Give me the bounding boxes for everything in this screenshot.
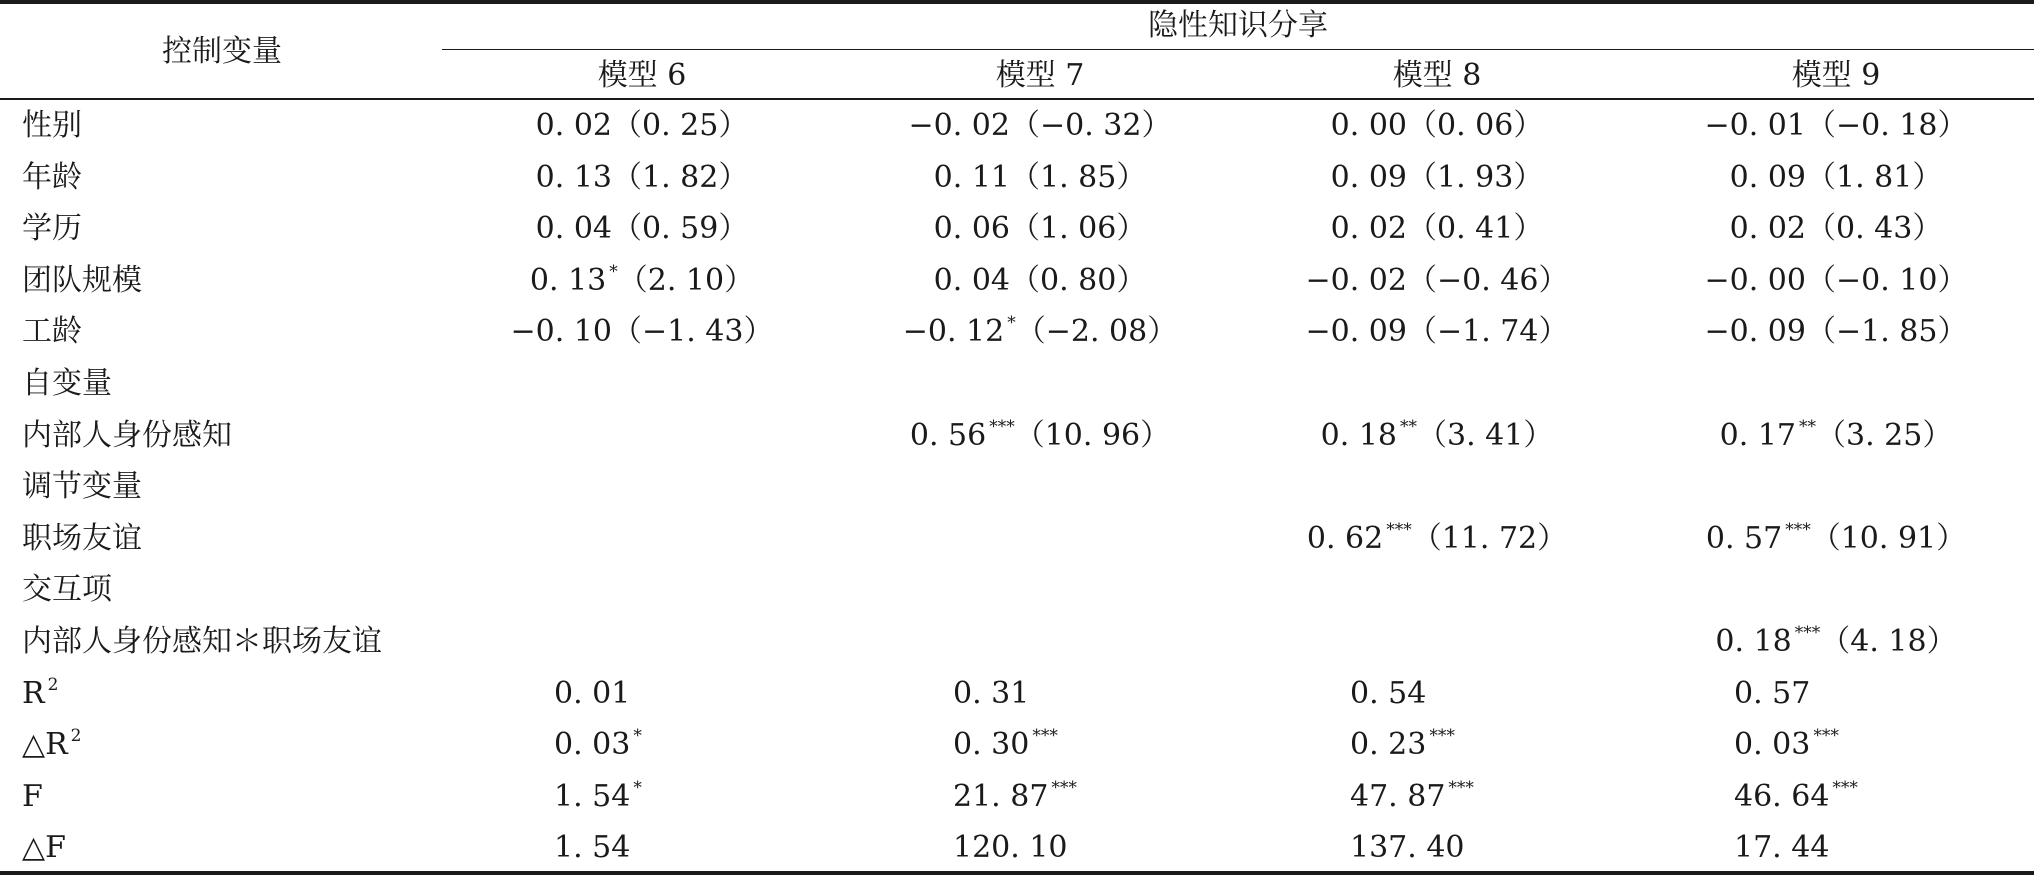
stat-label [22,676,58,712]
significance-stars: * [633,726,642,746]
coef-cell [934,160,1147,196]
row-label: 年龄 [22,160,82,195]
coef-value: 0. 09 [1330,160,1407,195]
coef-cell [934,211,1147,247]
stat-value: 17. 44 [1734,830,1830,865]
t-value: （1. 06） [1010,211,1147,246]
stat-label-text: △R [22,727,68,762]
row-label: 工龄 [22,314,82,349]
coef-value: −0. 12 [902,314,1005,349]
table-top-rule [0,0,2034,4]
coef-value: 0. 00 [1330,108,1407,143]
coef-cell [910,418,1170,454]
stat-cell [1734,727,1839,763]
table-bottom-rule [0,871,2034,875]
coef-value: 0. 04 [933,263,1010,298]
t-value: （10. 96） [1014,418,1171,453]
stat-label-superscript: 2 [47,675,59,695]
t-value: （−2. 08） [1015,314,1178,349]
row-label: 内部人身份感知 [22,418,232,453]
model-header-6: 模型 6 [597,58,687,93]
significance-stars: *** [989,417,1015,437]
coef-cell [536,211,749,247]
t-value: （2. 10） [617,263,755,298]
coef-cell [511,314,774,350]
t-value: （−0. 10） [1806,263,1968,298]
t-value: （0. 43） [1806,211,1943,246]
stat-cell [554,779,642,815]
t-value: （1. 85） [1010,160,1147,195]
row-label: 职场友谊 [22,521,142,556]
stat-value: 0. 01 [554,676,631,711]
t-value: （1. 93） [1407,160,1544,195]
stat-cell [1350,676,1426,712]
significance-stars: *** [1429,726,1455,746]
stat-value: 137. 40 [1350,830,1465,865]
coef-value: −0. 00 [1704,263,1806,298]
significance-stars: *** [1785,520,1811,540]
row-label: 性别 [22,108,82,143]
significance-stars: * [609,262,618,282]
t-value: （10. 91） [1810,521,1967,556]
row-label: 自变量 [22,366,112,401]
coef-cell [530,263,754,299]
coef-value: −0. 02 [908,108,1010,143]
coef-value: −0. 10 [510,314,612,349]
coef-value: 0. 57 [1705,521,1783,556]
significance-stars: *** [1032,726,1058,746]
row-label: 团队规模 [22,263,142,298]
significance-stars: ** [1400,417,1417,437]
stat-cell [554,676,630,712]
stat-value: 0. 31 [953,676,1030,711]
coef-cell [1331,211,1544,247]
coef-cell [1321,418,1554,454]
significance-stars: *** [1832,778,1858,798]
coef-cell [1306,263,1569,299]
coef-cell [1705,263,1968,299]
coef-cell [903,314,1177,350]
stat-value: 0. 03 [554,727,631,762]
stat-cell [953,676,1029,712]
stat-value: 1. 54 [554,779,631,814]
t-value: （11. 72） [1411,521,1568,556]
coef-cell [1331,160,1544,196]
stat-label [22,830,66,866]
coef-cell [1730,211,1943,247]
significance-stars: *** [1794,623,1821,643]
significance-stars: *** [1386,520,1412,540]
stub-header: 控制变量 [162,34,282,69]
significance-stars: *** [1448,778,1474,798]
t-value: （0. 80） [1010,263,1147,298]
t-value: （3. 41） [1417,418,1554,453]
coef-cell [1331,108,1544,144]
stat-cell [953,727,1058,763]
significance-stars: * [633,778,642,798]
coef-value: 0. 02 [1729,211,1806,246]
coef-value: 0. 18 [1715,624,1792,659]
stat-cell [554,727,642,763]
t-value: （1. 82） [612,160,749,195]
stat-cell [1350,779,1474,815]
stat-value: 0. 57 [1734,676,1811,711]
coef-value: −0. 01 [1704,108,1806,143]
coef-value: 0. 17 [1719,418,1796,453]
coef-cell [536,108,749,144]
stat-label [22,779,43,815]
coef-value: 0. 09 [1729,160,1806,195]
stat-value: 1. 54 [554,830,631,865]
t-value: （−1. 43） [612,314,774,349]
coef-cell [1705,314,1968,350]
significance-stars: *** [1813,726,1839,746]
t-value: （0. 59） [612,211,749,246]
coef-value: 0. 11 [933,160,1010,195]
coef-value: 0. 04 [535,211,612,246]
stat-value: 0. 23 [1350,727,1427,762]
stat-value: 47. 87 [1350,779,1446,814]
stat-value: 21. 87 [953,779,1049,814]
stat-cell [953,830,1068,866]
coef-value: 0. 18 [1320,418,1397,453]
model-header-8: 模型 8 [1392,58,1482,93]
t-value: （−0. 18） [1806,108,1968,143]
row-label: 内部人身份感知＊职场友谊 [22,624,382,659]
stat-value: 46. 64 [1734,779,1830,814]
row-label: 学历 [22,211,82,246]
t-value: （4. 18） [1820,624,1957,659]
coef-value: 0. 13 [535,160,612,195]
coef-value: −0. 09 [1704,314,1806,349]
t-value: （−0. 32） [1010,108,1172,143]
group-header-underline [442,49,2034,50]
coef-cell [536,160,749,196]
model-header-7: 模型 7 [995,58,1085,93]
coef-value: −0. 02 [1305,263,1407,298]
stat-cell [953,779,1077,815]
model-header-9: 模型 9 [1791,58,1881,93]
coef-cell [1705,108,1968,144]
coef-value: 0. 02 [535,108,612,143]
t-value: （1. 81） [1806,160,1943,195]
t-value: （−1. 85） [1806,314,1968,349]
stat-label-text: △F [22,830,66,865]
coef-cell [1730,160,1943,196]
stat-value: 0. 30 [953,727,1030,762]
coef-value: 0. 56 [909,418,987,453]
t-value: （0. 41） [1407,211,1544,246]
coef-cell [1706,521,1966,557]
table-header-rule [0,98,2034,100]
t-value: （0. 06） [1407,108,1544,143]
stat-cell [1734,830,1829,866]
significance-stars: * [1007,313,1016,333]
row-label: 交互项 [22,572,112,607]
t-value: （−1. 74） [1407,314,1569,349]
significance-stars: *** [1051,778,1077,798]
stat-label [22,727,82,763]
stat-value: 0. 03 [1734,727,1811,762]
stat-label-text: R [22,676,45,711]
coef-cell [1720,418,1953,454]
coef-cell [1307,521,1567,557]
coef-cell [934,263,1147,299]
stat-label-text: F [22,779,43,814]
coef-value: 0. 62 [1306,521,1384,556]
t-value: （0. 25） [612,108,749,143]
stat-value: 0. 54 [1350,676,1427,711]
stat-cell [1350,727,1455,763]
stat-value: 120. 10 [953,830,1068,865]
coef-value: 0. 13 [529,263,607,298]
stat-label-superscript: 2 [70,726,82,746]
stat-cell [1350,830,1465,866]
coef-cell [1715,624,1956,660]
stat-cell [1734,779,1858,815]
coef-value: 0. 06 [933,211,1010,246]
significance-stars: ** [1799,417,1816,437]
coef-value: 0. 02 [1330,211,1407,246]
t-value: （−0. 46） [1407,263,1569,298]
t-value: （3. 25） [1816,418,1953,453]
coef-cell [1306,314,1569,350]
stat-cell [1734,676,1810,712]
row-label: 调节变量 [22,469,142,504]
group-header: 隐性知识分享 [1148,8,1328,43]
coef-cell [909,108,1172,144]
coef-value: −0. 09 [1305,314,1407,349]
stat-cell [554,830,630,866]
